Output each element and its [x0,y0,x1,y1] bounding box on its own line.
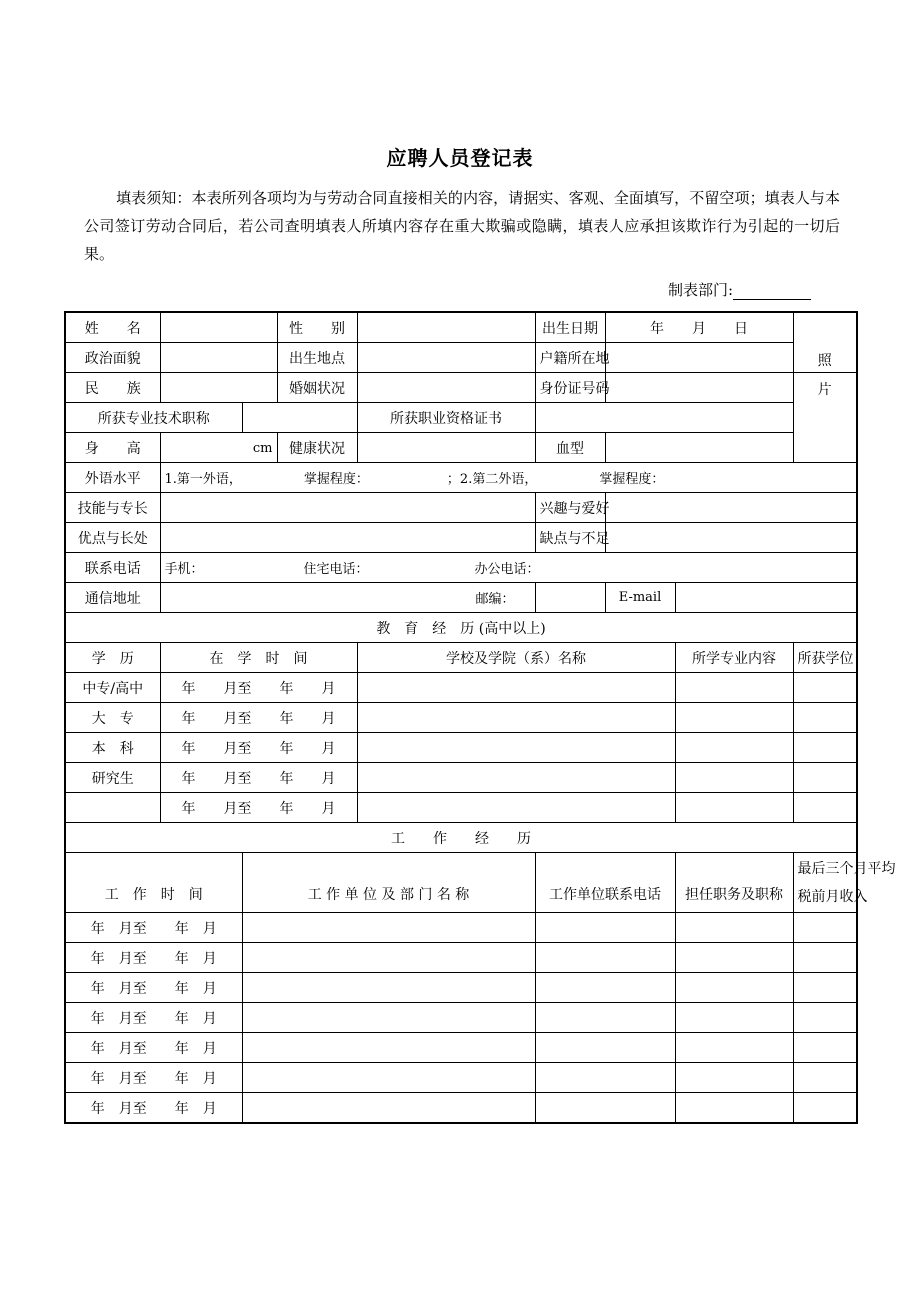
weaknesses-label: 缺点与不足 [535,523,605,553]
edu-diploma-input[interactable] [793,793,857,823]
work-col-income-line1: 最后三个月平均 [797,860,896,877]
work-income-input[interactable] [793,943,857,973]
work-period[interactable]: 年 月至 年 月 [65,973,242,1003]
dept-label: 制表部门: [668,281,734,299]
mastery1-text: 掌握程度： [303,472,369,487]
notice-body: 填表须知：本表所列各项均为与劳动合同直接相关的内容，请据实、客观、全面填写，不留空项；填表人与本公司签订劳动合同后，若公司查明填表人所填内容存在重大欺骗或隐瞒，填表人应承担该欺诈行为引起的一切后果。 [84,189,840,263]
postcode-text: 邮编： [475,592,515,607]
edu-period[interactable]: 年 月至 年 月 [160,763,357,793]
home-phone-text: 住宅电话： [303,562,369,577]
registration-form [64,311,896,1124]
edu-col-time: 在 学 时 间 [160,643,357,673]
birthdate-label: 出生日期 [535,312,605,343]
strengths-input[interactable] [160,523,535,553]
blood-label: 血型 [535,433,605,463]
name-label: 姓 名 [65,312,160,343]
work-phone-input[interactable] [535,1093,675,1124]
hukou-input[interactable] [605,343,793,373]
gender-label: 性 别 [277,312,357,343]
edu-diploma-input[interactable] [793,673,857,703]
work-col-income [793,853,896,913]
work-period[interactable]: 年 月至 年 月 [65,1033,242,1063]
edu-diploma-input[interactable] [793,703,857,733]
name-input[interactable] [160,312,277,343]
work-position-input[interactable] [675,1063,793,1093]
lang2-text: ；2.第二外语， [446,472,538,487]
work-unit-input[interactable] [242,1003,535,1033]
edu-level: 研究生 [65,763,160,793]
education-header: 教 育 经 历 (高中以上) [65,613,857,643]
work-phone-input[interactable] [535,1003,675,1033]
work-phone-input[interactable] [535,943,675,973]
email-input[interactable] [675,583,857,613]
work-phone-input[interactable] [535,1033,675,1063]
hobbies-input[interactable] [605,493,857,523]
edu-major-input[interactable] [675,793,793,823]
work-period[interactable]: 年 月至 年 月 [65,913,242,943]
edu-diploma-input[interactable] [793,763,857,793]
work-phone-input[interactable] [535,973,675,1003]
work-position-input[interactable] [675,1003,793,1033]
work-position-input[interactable] [675,913,793,943]
work-unit-input[interactable] [242,913,535,943]
work-income-input[interactable] [793,1033,857,1063]
work-col-phone: 工作单位联系电话 [535,853,675,913]
edu-col-diploma: 所获学位 [793,643,857,673]
work-unit-input[interactable] [242,943,535,973]
work-position-input[interactable] [675,943,793,973]
edu-level: 中专/高中 [65,673,160,703]
work-col-time: 工 作 时 间 [65,853,242,913]
work-income-input[interactable] [793,1093,857,1124]
work-income-input[interactable] [793,913,857,943]
tech-title-input[interactable] [242,403,357,433]
work-phone-input[interactable] [535,1063,675,1093]
skills-label: 技能与专长 [65,493,160,523]
work-unit-input[interactable] [242,1093,535,1124]
edu-diploma-input[interactable] [793,733,857,763]
notice-text [84,184,840,268]
work-phone-input[interactable] [535,913,675,943]
birthplace-label: 出生地点 [277,343,357,373]
ethnicity-label: 民 族 [65,373,160,403]
gender-input[interactable] [357,312,535,343]
tech-title-label: 所获专业技术职称 [65,403,242,433]
work-income-input[interactable] [793,1063,857,1093]
dept-input[interactable] [733,283,811,300]
work-col-unit: 工 作 单 位 及 部 门 名 称 [242,853,535,913]
health-label: 健康状况 [277,433,357,463]
email-label: E-mail [605,583,675,613]
health-input[interactable] [357,433,535,463]
marital-input[interactable] [357,373,535,403]
work-header: 工 作 经 历 [65,823,857,853]
mobile-text: 手机： [164,562,204,577]
phone-label: 联系电话 [65,553,160,583]
hobbies-label: 兴趣与爱好 [535,493,605,523]
work-period[interactable]: 年 月至 年 月 [65,1063,242,1093]
height-unit: cm [252,440,273,456]
work-income-input[interactable] [793,973,857,1003]
photo-box-bottom[interactable] [793,373,857,463]
edu-major-input[interactable] [675,733,793,763]
edu-period[interactable]: 年 月至 年 月 [160,733,357,763]
birthdate-input[interactable]: 年 月 日 [605,312,793,343]
weaknesses-input[interactable] [605,523,857,553]
work-income-input[interactable] [793,1003,857,1033]
birthplace-input[interactable] [357,343,535,373]
phone-input[interactable] [160,553,857,583]
dept-field [668,279,811,300]
work-period[interactable]: 年 月至 年 月 [65,943,242,973]
height-input[interactable] [160,433,277,463]
work-position-input[interactable] [675,1093,793,1124]
qualification-label: 所获职业资格证书 [357,403,535,433]
edu-col-school: 学校及学院（系）名称 [357,643,675,673]
skills-input[interactable] [160,493,535,523]
edu-level: 大 专 [65,703,160,733]
photo-box-top[interactable] [793,312,857,373]
work-unit-input[interactable] [242,973,535,1003]
height-label: 身 高 [65,433,160,463]
work-position-input[interactable] [675,1033,793,1063]
work-col-income-line2: 税前月收入 [797,888,868,905]
edu-school-input[interactable] [357,733,675,763]
id-number-label: 身份证号码 [535,373,605,403]
id-number-input[interactable] [605,373,793,403]
edu-period[interactable]: 年 月至 年 月 [160,793,357,823]
strengths-label: 优点与长处 [65,523,160,553]
work-unit-input[interactable] [242,1063,535,1093]
work-col-position: 担任职务及职称 [675,853,793,913]
hukou-label: 户籍所在地 [535,343,605,373]
language-label: 外语水平 [65,463,160,493]
work-unit-input[interactable] [242,1033,535,1063]
edu-major-input[interactable] [675,673,793,703]
edu-col-major: 所学专业内容 [675,643,793,673]
political-input[interactable] [160,343,277,373]
blood-input[interactable] [605,433,793,463]
edu-period[interactable]: 年 月至 年 月 [160,703,357,733]
photo-label-2: 片 [817,382,832,398]
mastery2-text: 掌握程度： [599,472,665,487]
edu-level: 本 科 [65,733,160,763]
lang1-text: 1.第一外语， [164,472,242,487]
page-title: 应聘人员登记表 [386,146,534,170]
edu-period[interactable]: 年 月至 年 月 [160,673,357,703]
edu-major-input[interactable] [675,763,793,793]
photo-label-1: 照 [817,353,832,369]
edu-col-degree: 学 历 [65,643,160,673]
edu-major-input[interactable] [675,703,793,733]
work-position-input[interactable] [675,973,793,1003]
political-label: 政治面貌 [65,343,160,373]
address-input[interactable] [160,583,535,613]
edu-level[interactable] [65,793,160,823]
address-label: 通信地址 [65,583,160,613]
office-phone-text: 办公电话： [474,562,540,577]
language-input[interactable] [160,463,857,493]
edu-school-input[interactable] [357,793,675,823]
edu-school-input[interactable] [357,673,675,703]
marital-label: 婚姻状况 [277,373,357,403]
edu-school-input[interactable] [357,703,675,733]
work-period[interactable]: 年 月至 年 月 [65,1003,242,1033]
ethnicity-input[interactable] [160,373,277,403]
work-period[interactable]: 年 月至 年 月 [65,1093,242,1124]
edu-school-input[interactable] [357,763,675,793]
postcode-input[interactable] [535,583,605,613]
qualification-input[interactable] [535,403,793,433]
